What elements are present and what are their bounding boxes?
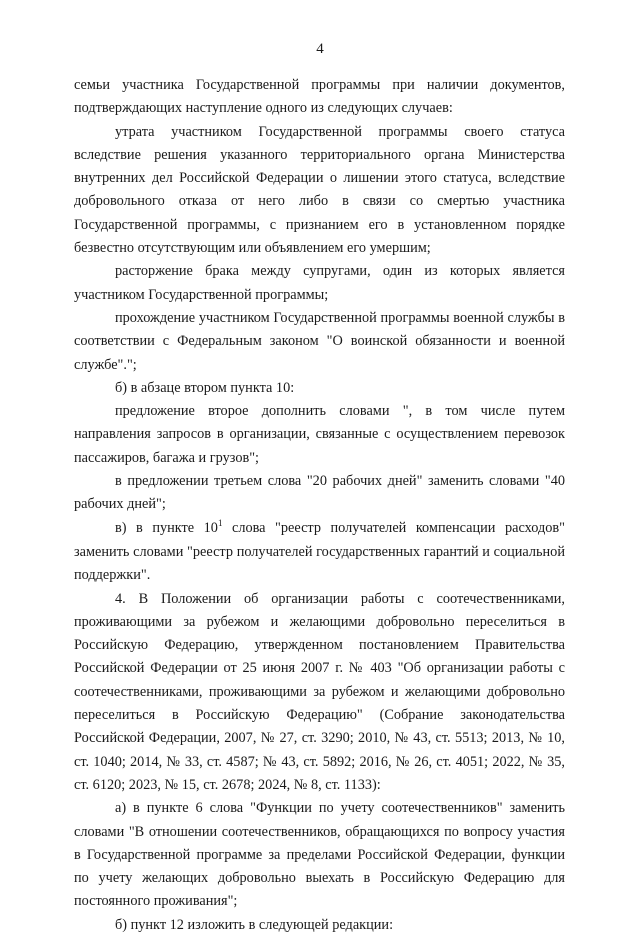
paragraph: б) в абзаце втором пункта 10: [115, 379, 295, 396]
paragraph: а) в пункте 6 слова "Функции по учету соотечественников" заменить словами "В отношении соотечественников, обращающихся по вопросу участия в Государственной программе за пределами Российской Федерации, функции по учету желающих добровольно выехать в Российскую Федерацию для постоянного проживания"; [74, 800, 565, 910]
paragraph: в предложении третьем слова "20 рабочих дней" заменить словами "40 рабочих дней"; [74, 473, 565, 513]
page-number: 4 [316, 41, 324, 57]
paragraph: предложение второе дополнить словами ", в том числе путем направления запросов в организации, связанные с осуществлением перевозок пассажиров, багажа и грузов"; [74, 403, 565, 466]
paragraph: прохождение участником Государственной программы военной службы в соответствии с Федеральным законом "О воинской обязанности и военной службе"."; [74, 309, 565, 373]
paragraph-text-after: слова "реестр получателей компенсации расходов" заменить словами "реестр получателей государственных гарантий и социальной поддержки". [74, 519, 565, 584]
paragraph: семьи участника Государственной программы при наличии документов, подтверждающих наступление одного из следующих случаев: [74, 77, 565, 117]
paragraph-text-before: в) в пункте 10 [115, 519, 218, 536]
document-body [74, 74, 565, 937]
paragraph: 4. В Положении об организации работы с соотечественниками, проживающими за рубежом и желающими добровольно переселиться в Российскую Федерацию, утвержденном постановлением Правительства Российской Федерации от 25 июня 2007 г. № 403 "Об организации работы с соотечественниками, проживающими за рубежом и желающими добровольно переселиться в Российскую Федерацию" (Собрание законодательства Российской Федерации, 2007, № 27, ст. 3290; 2010, № 43, ст. 5513; 2013, № 10, ст. 1040; 2014, № 33, ст. 4587; № 43, ст. 5892; 2016, № 26, ст. 4051; 2022, № 35, ст. 6120; 2023, № 15, ст. 2678; 2024, № 8, ст. 1133): [74, 590, 565, 793]
superscript-mark: 1 [217, 517, 223, 528]
paragraph: утрата участником Государственной программы своего статуса вследствие решения указанного территориального органа Министерства внутренних дел Российской Федерации о лишении этого статуса, вследствие добровольного отказа от него либо в связи со смертью участника Государственной программы, с признанием его в установленном порядке безвестно отсутствующим или объявлением его умершим; [74, 123, 565, 257]
paragraph: б) пункт 12 изложить в следующей редакции: [115, 916, 394, 933]
paragraph: расторжение брака между супругами, один из которых является участником Государственной программы; [74, 263, 565, 303]
paragraph-with-superscript [74, 517, 565, 588]
